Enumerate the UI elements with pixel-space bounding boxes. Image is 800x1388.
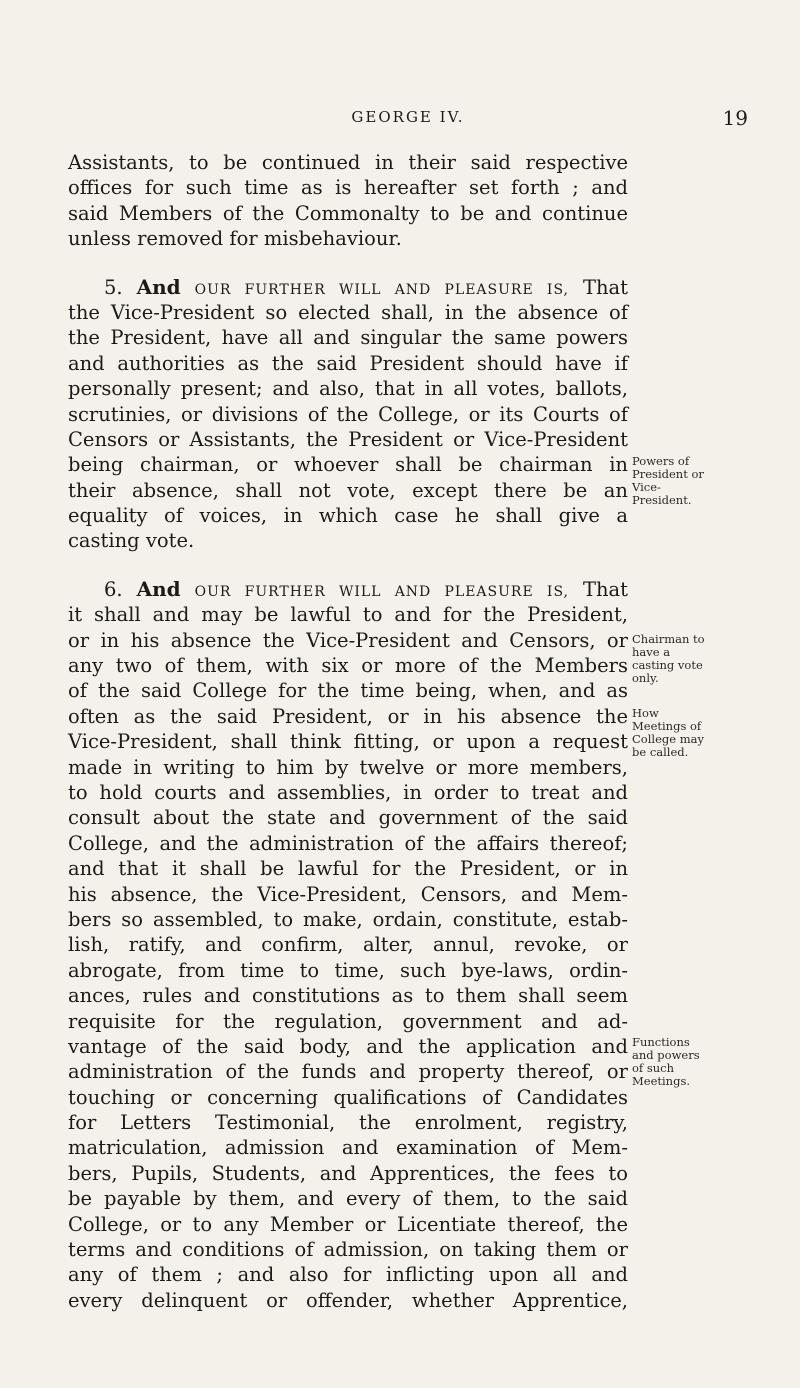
section-smallcaps: OUR FURTHER WILL AND PLEASURE IS, xyxy=(194,583,569,600)
text-line: consult about the state and government of the said xyxy=(68,806,628,830)
section-first-tail: That xyxy=(582,577,628,601)
text-line: for Letters Testimonial, the enrolment, registry, xyxy=(68,1111,628,1135)
text-line: or in his absence the Vice-President and Censors, or xyxy=(68,628,628,652)
text-line: personally present; and also, that in all votes, ballots, xyxy=(68,377,628,401)
page-number: 19 xyxy=(722,106,748,130)
text-line: bers, Pupils, Students, and Apprentices, the fees to xyxy=(68,1161,628,1185)
marginal-note: Chairman to have a casting vote only. xyxy=(632,632,705,685)
text-line: every delinquent or offender, whether Apprentice, xyxy=(68,1288,628,1312)
body-text xyxy=(68,150,628,1313)
section-opening-line xyxy=(68,577,628,602)
section-first-tail: That xyxy=(582,275,628,299)
section-5 xyxy=(68,275,628,554)
text-line: the Vice-President so elected shall, in the absence of xyxy=(68,300,628,324)
text-line: any two of them, with six or more of the Members xyxy=(68,654,628,678)
section-dropcap: And xyxy=(136,274,181,299)
text-line: College, and the administration of the affairs thereof; xyxy=(68,831,628,855)
text-line: Censors or Assistants, the President or Vice-President xyxy=(68,427,628,451)
text-line: said Members of the Commonalty to be and continue xyxy=(68,201,628,225)
text-line: scrutinies, or divisions of the College, or its Courts of xyxy=(68,402,628,426)
text-line: of the said College for the time being, when, and as xyxy=(68,679,628,703)
text-line: their absence, shall not vote, except there be an xyxy=(68,478,628,502)
text-line: vantage of the said body, and the application and xyxy=(68,1034,628,1058)
text-line: being chairman, or whoever shall be chairman in xyxy=(68,453,628,477)
text-line: matriculation, admission and examination of Mem- xyxy=(68,1136,628,1160)
text-line: bers so assembled, to make, ordain, constitute, estab- xyxy=(68,907,628,931)
text-line: his absence, the Vice-President, Censors, and Mem- xyxy=(68,882,628,906)
text-line: it shall and may be lawful to and for the President, xyxy=(68,603,628,627)
marginal-note: Powers of President or Vice-President. xyxy=(632,454,704,507)
section-smallcaps: OUR FURTHER WILL AND PLEASURE IS, xyxy=(194,281,569,298)
section-number: 5. xyxy=(104,275,123,299)
marginal-note: How Meetings of College may be called. xyxy=(632,706,704,759)
text-line: be payable by them, and every of them, to the said xyxy=(68,1187,628,1211)
text-line: often as the said President, or in his absence the xyxy=(68,704,628,728)
text-line: abrogate, from time to time, such bye-laws, ordin- xyxy=(68,958,628,982)
marginal-note: Functions and powers of such Meetings. xyxy=(632,1035,700,1088)
paragraph-continued xyxy=(68,150,628,252)
text-line: casting vote. xyxy=(68,529,195,553)
text-line: made in writing to him by twelve or more members, xyxy=(68,755,628,779)
text-line: to hold courts and assemblies, in order to treat and xyxy=(68,780,628,804)
text-line: the President, have all and singular the same powers xyxy=(68,326,628,350)
text-line: terms and conditions of admission, on taking them or xyxy=(68,1238,628,1262)
text-line: lish, ratify, and confirm, alter, annul, revoke, or xyxy=(68,933,628,957)
section-6 xyxy=(68,577,628,1313)
text-line: and authorities as the said President should have if xyxy=(68,351,628,375)
text-line: unless removed for misbehaviour. xyxy=(68,227,402,251)
text-line: offices for such time as is hereafter set forth ; and xyxy=(68,176,628,200)
text-line: requisite for the regulation, government and ad- xyxy=(68,1009,628,1033)
section-number: 6. xyxy=(104,577,123,601)
text-line: equality of voices, in which case he shall give a xyxy=(68,504,628,528)
text-line: touching or concerning qualifications of Candidates xyxy=(68,1085,628,1109)
running-title: GEORGE IV. xyxy=(351,108,465,126)
section-dropcap: And xyxy=(136,576,181,601)
running-head xyxy=(68,106,748,128)
text-line: Assistants, to be continued in their said respective xyxy=(68,151,628,174)
text-line: and that it shall be lawful for the President, or in xyxy=(68,857,628,881)
text-line: Vice-President, shall think fitting, or upon a request xyxy=(68,730,628,754)
text-line: ances, rules and constitutions as to them shall seem xyxy=(68,984,628,1008)
text-line: any of them ; and also for inflicting upon all and xyxy=(68,1263,628,1287)
text-line: College, or to any Member or Licentiate thereof, the xyxy=(68,1212,628,1236)
text-line: administration of the funds and property thereof, or xyxy=(68,1060,628,1084)
section-opening-line xyxy=(68,275,628,300)
